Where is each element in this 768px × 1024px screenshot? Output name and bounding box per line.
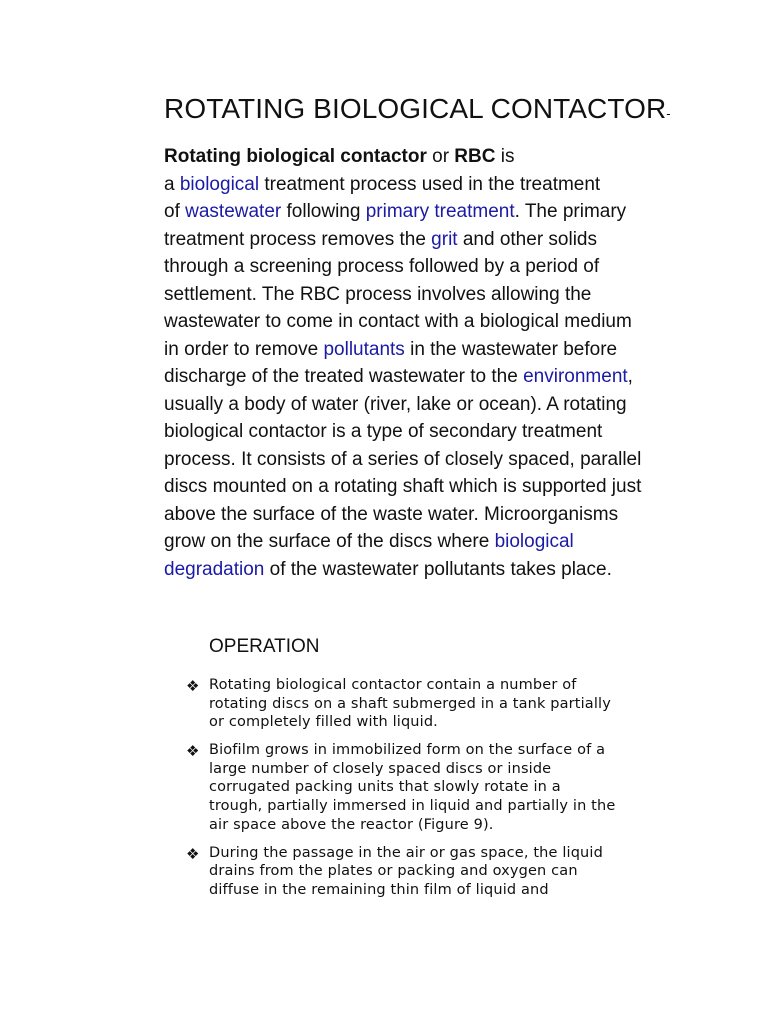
operation-item [186,741,686,834]
operation-list [186,676,686,909]
text-span: following [281,201,366,222]
link-biological-degradation-cont[interactable]: degradation [164,558,265,580]
text-line [164,198,704,226]
bullet-line: drains from the plates or packing and oxygen can [209,863,578,880]
bullet-line: large number of closely spaced discs or inside [209,760,552,777]
text-line [164,528,704,556]
link-environment[interactable]: environment [523,366,628,387]
text-span: , [627,366,633,387]
text-line [164,363,704,391]
title-text: ROTATING BIOLOGICAL CONTACTOR [164,93,667,124]
text-line: settlement. The RBC process involves allowing the [164,283,592,305]
text-line [164,143,704,171]
bullet-line: During the passage in the air or gas space, the liquid [209,844,603,861]
operation-heading: OPERATION [209,636,320,657]
link-grit[interactable]: grit [431,228,458,250]
diamond-bullet-icon: ❖ [186,742,200,761]
text-span: . The primary [514,201,627,222]
link-biological-degradation[interactable]: biological [494,531,574,552]
text-line: wastewater to come in contact with a biological medium [164,311,632,332]
text-line: biological contactor is a type of secondary treatment [164,421,603,442]
text-span: in order to remove [164,338,324,360]
text-span: in the wastewater before [404,338,618,360]
text-span: or [426,146,455,167]
diamond-bullet-icon: ❖ [186,844,200,863]
text-span: and other solids [457,228,597,250]
bullet-line: air space above the reactor (Figure 9). [209,816,494,833]
bullet-line: diffuse in the remaining thin film of liquid and [209,881,549,898]
text-span: is [495,146,515,167]
text-line [164,556,704,584]
term-rbc-full: Rotating biological contactor [164,146,427,167]
bullet-line: or completely filled with liquid. [209,714,438,731]
text-line: usually a body of water (river, lake or ocean). A rotating [164,393,627,415]
text-line: process. It consists of a series of closely spaced, parallel [164,448,642,470]
operation-item [186,676,686,732]
term-rbc-abbr: RBC [454,146,496,167]
bullet-line: rotating discs on a shaft submerged in a tank partially [209,695,611,712]
text-span: grow on the surface of the discs where [164,531,495,552]
text-span: of [164,201,186,222]
bullet-line: Rotating biological contactor contain a number of [209,677,577,693]
text-line: through a screening process followed by a period of [164,256,600,277]
bullet-line: corrugated packing units that slowly rotate in a [209,779,561,796]
text-span: treatment process removes the [164,228,432,250]
text-line [164,336,704,364]
text-span: discharge of the treated wastewater to the [164,366,524,387]
intro-paragraph [164,143,704,583]
bullet-line: trough, partially immersed in liquid and partially in the [209,798,616,815]
operation-item [186,844,686,900]
link-wastewater[interactable]: wastewater [185,201,282,222]
diamond-bullet-icon: ❖ [186,677,200,695]
text-line [164,171,704,199]
text-line: above the surface of the waste water. Microorganisms [164,503,619,525]
text-line [164,226,704,254]
text-span: a [164,173,180,195]
bullet-line: Biofilm grows in immobilized form on the surface of a [209,742,606,759]
text-span: treatment process used in the treatment [259,173,601,195]
link-pollutants[interactable]: pollutants [323,338,405,360]
title-dash: - [666,106,671,121]
text-line: discs mounted on a rotating shaft which is supported just [164,476,642,497]
link-primary-treatment[interactable]: primary treatment [365,201,515,222]
page-title [164,92,671,131]
text-span: of the wastewater pollutants takes place. [264,558,612,580]
link-biological[interactable]: biological [179,173,260,195]
